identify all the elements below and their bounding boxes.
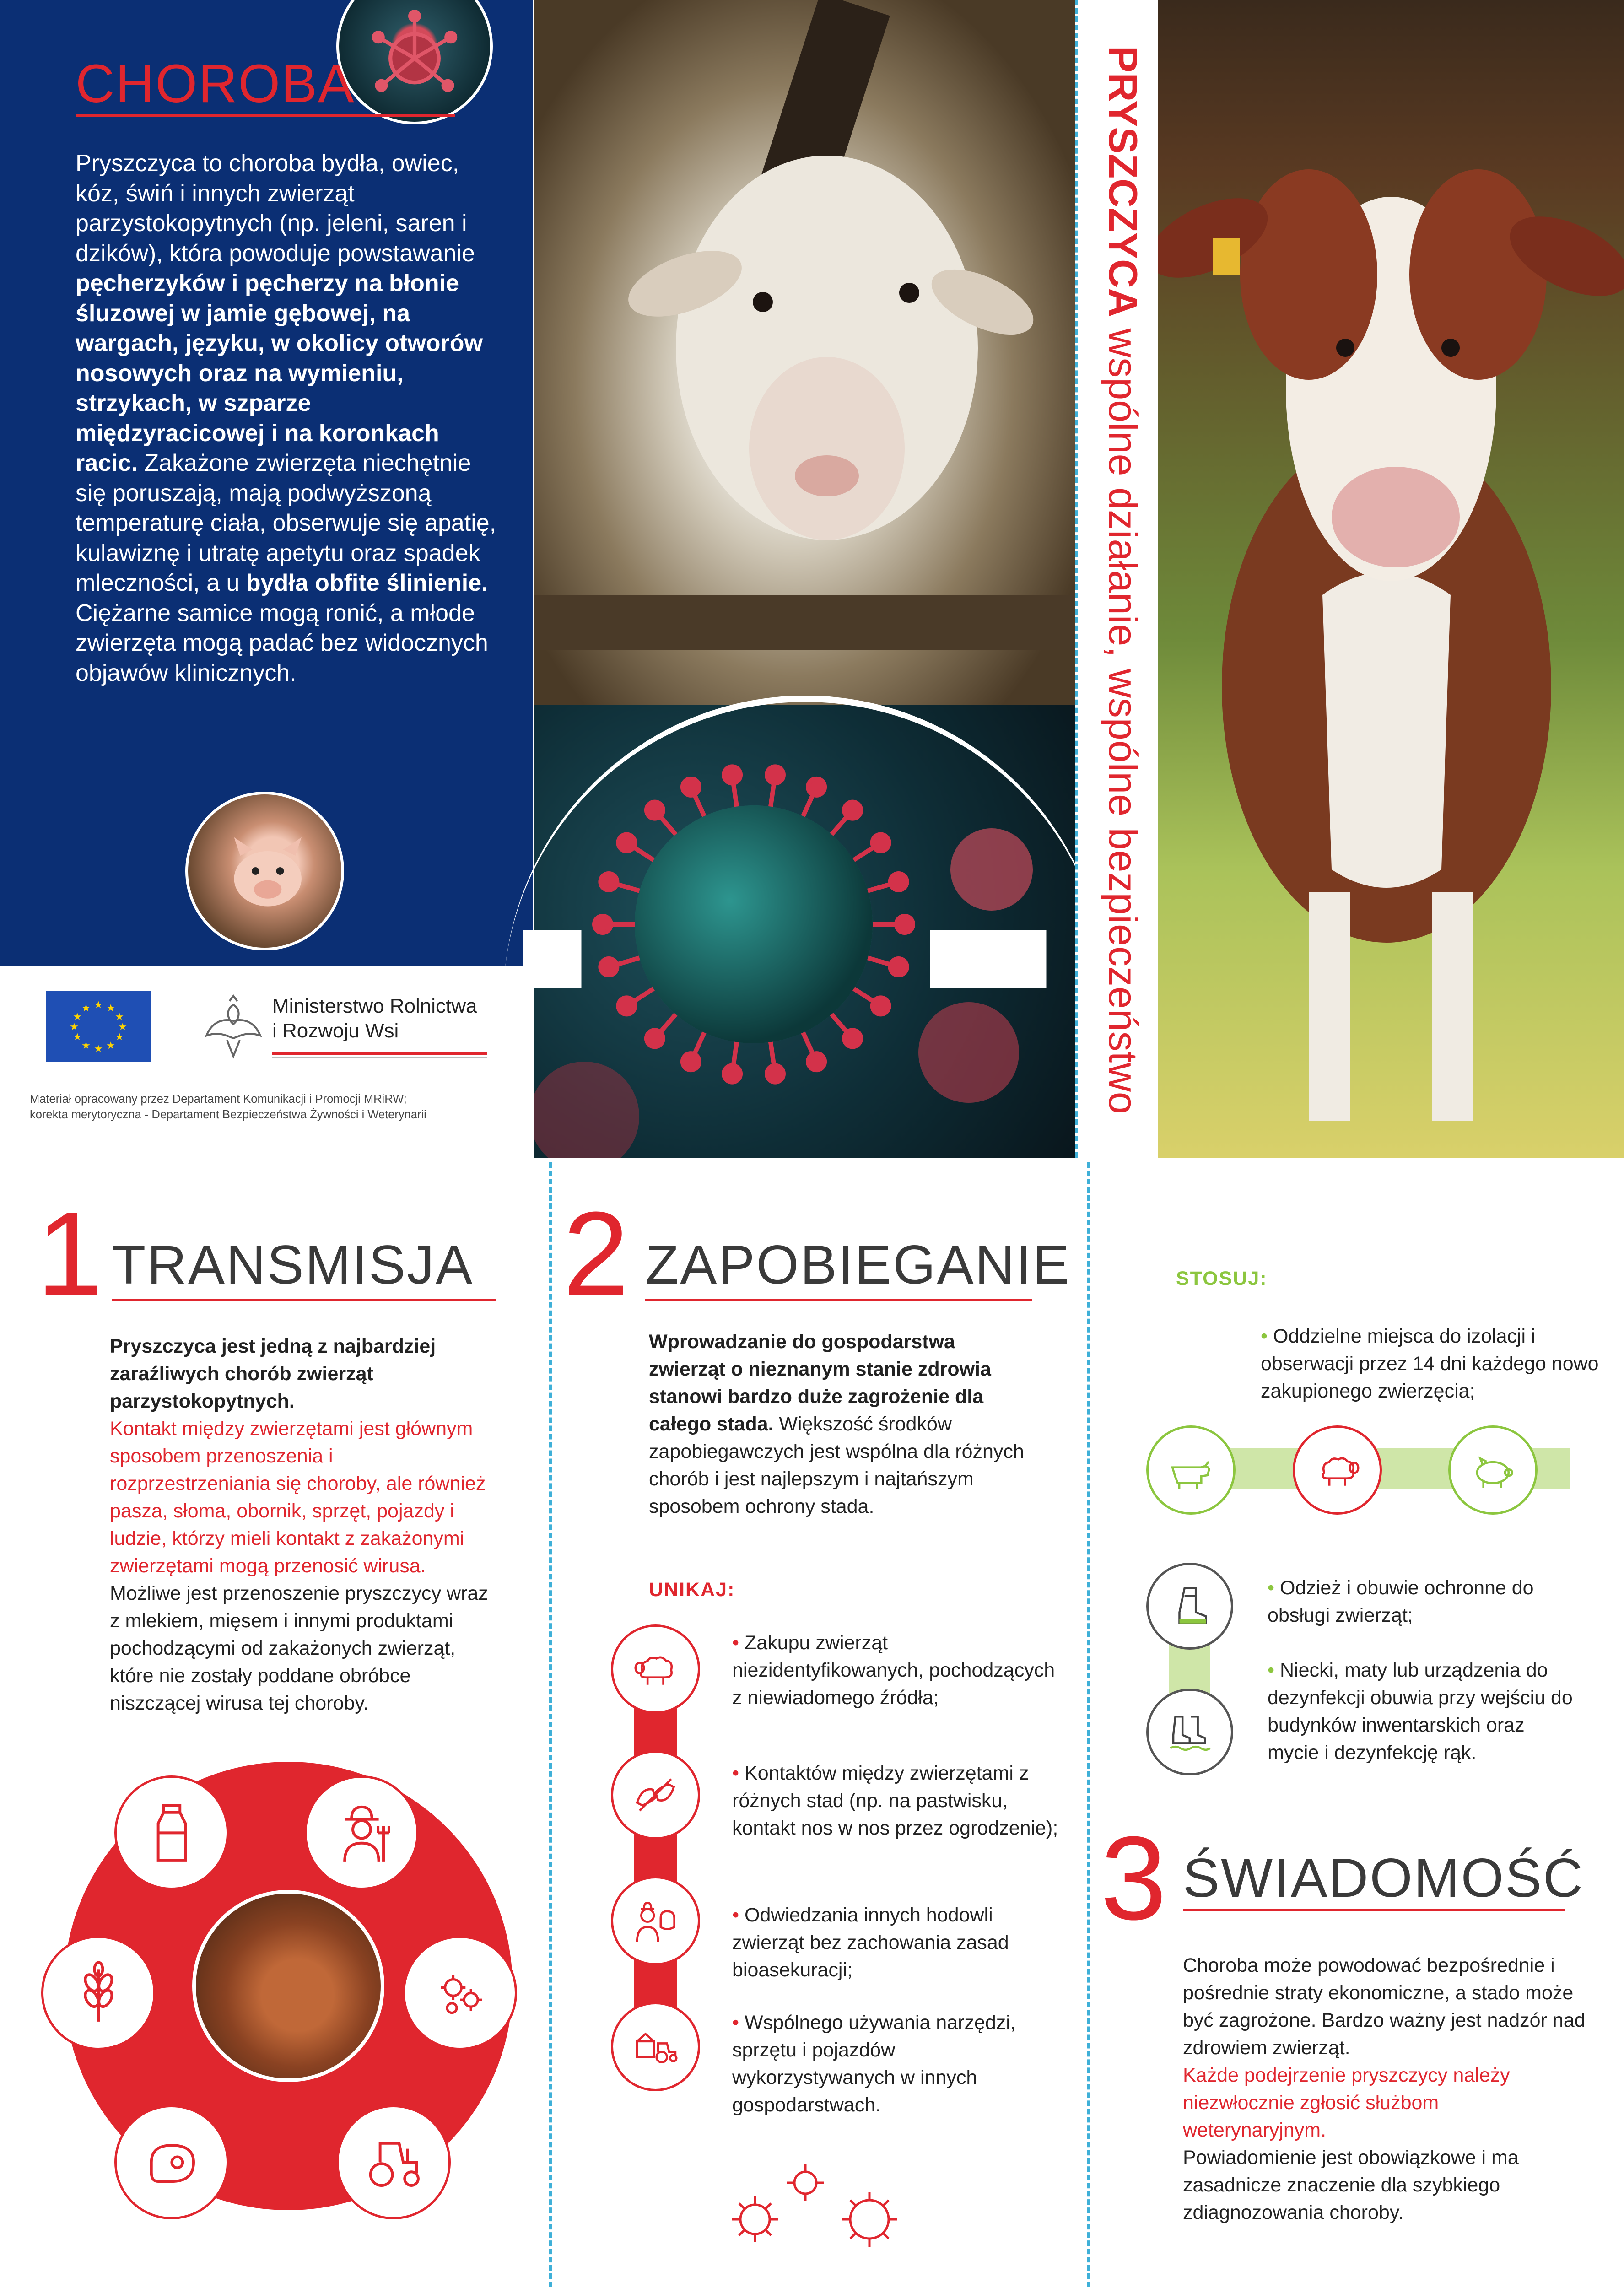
svg-text:★: ★ [118,1021,127,1033]
eagle-emblem [201,991,265,1064]
apply-item-text: Odzież i obuwie ochronne do obsługi zwierząt; [1268,1577,1534,1626]
vertical-slogan [1075,0,1158,1158]
fold-line-1 [549,1162,552,2288]
sheep-outline-icon [629,1643,682,1695]
apply-item-text: Niecki, maty lub urządzenia do dezynfekcji obuwia przy wejściu do budynków inwentarskich oraz mycie i dezynfekcję rąk. [1268,1659,1573,1764]
avoid-list [732,1629,1062,2119]
disease-title: CHOROBA [76,54,355,114]
svg-text:★: ★ [81,1003,91,1014]
milk-icon-ring [114,1775,229,1890]
ministry-gray-rule [272,1057,487,1058]
meat-icon [138,2128,206,2196]
apply-item-isolation: • Oddzielne miejsca do izolacji i obserwacji przez 14 dni każdego nowo zakupionego zwierzęcia; [1261,1325,1599,1402]
section-1-number: 1 [37,1187,103,1320]
cow-icon-ring [1146,1425,1236,1515]
avoid-sheep-icon-ring [611,1624,700,1714]
credits-line2: korekta merytoryczna - Departament Bezpieczeństwa Żywności i Weterynarii [30,1108,426,1121]
transmission-red: Kontakt między zwierzętami jest głównym sposobem przenoszenia i rozprzestrzeniania się choroby, ale również pasza, słoma, obornik, sprzęt, pojazdy i ludzie, którzy mieli kontakt z zakażonymi zwierzętami mogą przenosić wirusa. [110,1418,486,1577]
calf-icon [1158,0,1624,1158]
transmission-normal: Możliwe jest przenoszenie pryszczycy wraz z mlekiem, mięsem i innymi produktami pochodzącymi od zakażonych zwierząt, które nie zostały poddane obróbce niszczącej wirusa tej choroby. [110,1582,488,1714]
pig-icon-ring [1448,1425,1538,1515]
virus-photo-icon [534,705,1075,1158]
avoid-tools-icon-ring [611,2002,700,2091]
apply-list-lower [1268,1574,1579,1766]
avoid-item: • Wspólnego używania narzędzi, sprzętu i pojazdów wykorzystywanych w innych gospodarstwach. [732,2012,1016,2116]
sheep-line-icon [1311,1444,1364,1496]
boots-disinfect-icon [1164,1706,1215,1758]
avoid-item-text: Zakupu zwierząt niezidentyfikowanych, pochodzących z niewiadomego źródła; [732,1632,1055,1709]
grain-icon [65,1959,133,2027]
vertical-slogan-rest: wspólne działanie, wspólne bezpieczeństwo [1101,317,1146,1114]
farmer-icon-ring [304,1775,419,1890]
svg-text:★: ★ [94,999,103,1011]
disease-text-3: Ciężarne samice mogą ronić, a młode zwierzęta mogą padać bez widocznych objawów klinicznych. [76,599,488,686]
meat-icon-ring [114,2105,229,2219]
farmer-icon [328,1799,396,1867]
tools-vehicle-icon [629,2020,682,2073]
awareness-normal-2: Powiadomienie jest obowiązkowe i ma zasadnicze znaczenie dla szybkiego zdiagnozowania choroby. [1183,2147,1519,2223]
avoid-visit-icon-ring [611,1876,700,1965]
svg-text:★: ★ [73,1011,82,1023]
eagle-icon [201,991,265,1064]
piglet-photo [185,792,344,950]
svg-text:★: ★ [94,1043,103,1055]
sheep-icon-ring [1293,1425,1382,1515]
grain-icon-ring [41,1936,156,2050]
svg-text:★: ★ [115,1011,124,1023]
boots-disinfect-icon-ring [1146,1689,1233,1775]
avoid-item-text: Wspólnego używania narzędzi, sprzętu i pojazdów wykorzystywanych w innych gospodarstwach. [732,2012,1016,2116]
svg-text:★: ★ [106,1003,115,1014]
apply-item-disinfection: • Niecki, maty lub urządzenia do dezynfekcji obuwia przy wejściu do budynków inwentarskich oraz mycie i dezynfekcję rąk. [1268,1659,1573,1764]
disease-text-1: Pryszczyca to choroba bydła, owiec, kóz, świń i innych zwierząt parzystokopytnych (np. jeleni, saren i dzików), która powoduje powstawanie [76,150,475,267]
avoid-item-text: Odwiedzania innych hodowli zwierząt bez zachowania zasad bioasekuracji; [732,1904,1009,1981]
animals-contact-icon [629,1769,682,1821]
disease-text-2: Zakażone zwierzęta niechętnie się poruszają, mają podwyższoną temperaturę ciała, obserwuje się apatię, kulawiznę i utratę apetytu oraz spadek mleczności, a u [76,450,496,596]
avoid-red-bar [634,1657,677,2050]
svg-text:★: ★ [73,1031,82,1043]
credits-line1: Materiał opracowany przez Departament Komunikacji i Promocji MRiRW; [30,1093,407,1106]
sheep-photo [534,0,1075,732]
svg-text:★: ★ [115,1031,124,1043]
awareness-text [1183,1952,1586,2226]
boot-icon-ring [1146,1563,1233,1650]
cow-icon [1165,1444,1217,1496]
virus-icon [339,0,490,122]
avoid-contact-icon-ring [611,1750,700,1840]
section-3-number: 3 [1101,1812,1167,1945]
pig-icon [188,794,341,948]
virus-icon-ring [403,1936,517,2050]
ministry-name-line1: Ministerstwo Rolnictwa [272,995,477,1017]
transmission-bold: Pryszczyca jest jedną z najbardziej zaraźliwych chorób zwierząt parzystokopytnych. [110,1335,436,1412]
ministry-name [272,994,477,1043]
virus-cluster-icon [426,1959,494,2027]
ministry-red-rule [272,1052,487,1055]
vertical-slogan-bold: PRYSZCZYCA [1101,46,1146,318]
section-2-number: 2 [563,1187,629,1320]
tractor-icon-ring [336,2105,451,2219]
prevention-bold: Wprowadzanie do gospodarstwa zwierząt o nieznanym stanie zdrowia stanowi bardzo duże zagrożenie dla całego stada. [649,1331,991,1435]
prevention-text [649,1328,1029,1520]
section-2-title: ZAPOBIEGANIE [645,1234,1071,1295]
section-1-title: TRANSMISJA [112,1234,474,1295]
virus-small-icon [723,2151,961,2270]
apply-item-clothing: • Odzież i obuwie ochronne do obsługi zwierząt; [1268,1577,1534,1626]
avoid-label: UNIKAJ: [649,1579,735,1601]
fold-line-2 [1087,1162,1090,2288]
eu-flag [46,991,151,1062]
transmission-text [110,1333,494,1717]
calf-photo [1158,0,1624,1158]
svg-text:★: ★ [70,1021,79,1033]
fold-line-top [1075,0,1078,1158]
section-3-title: ŚWIADOMOŚĆ [1183,1847,1584,1909]
farmer-cow-icon [629,1894,682,1947]
virus-photo [534,705,1075,1158]
credits [30,1091,538,1122]
disease-title-rule [76,114,455,117]
virus-decoration [723,2151,961,2270]
avoid-item: • Zakupu zwierząt niezidentyfikowanych, pochodzących z niewiadomego źródła; [732,1632,1055,1709]
disease-description [76,149,501,688]
apply-item-text: Oddzielne miejsca do izolacji i obserwacji przez 14 dni każdego nowo zakupionego zwierzęcia; [1261,1325,1599,1402]
section-1-rule [112,1299,496,1301]
svg-text:★: ★ [106,1040,115,1052]
apply-label: STOSUJ: [1176,1268,1268,1290]
calf-mother-photo [192,1890,384,2082]
boot-icon [1164,1581,1215,1632]
prevention-normal: Większość środków zapobiegawczych jest wspólna dla różnych chorób i jest najlepszym i najtańszym sposobem ochrony stada. [649,1413,1024,1517]
disease-text-bold-1: pęcherzyków i pęcherzy na błonie śluzowej w jamie gębowej, na wargach, języku, w okolicy otworów nosowych oraz na wymieniu, strzykach, w szparze międzyracicowej i na koronkach racic. [76,270,483,476]
avoid-item-text: Kontaktów między zwierzętami z różnych stad (np. na pastwisku, kontakt nos w nos przez ogrodzenie); [732,1762,1058,1839]
tractor-icon [360,2128,428,2196]
section-2-rule [645,1299,1032,1301]
avoid-item: • Kontaktów między zwierzętami z różnych stad (np. na pastwisku, kontakt nos w nos przez ogrodzenie); [732,1762,1058,1839]
awareness-normal-1: Choroba może powodować bezpośrednie i pośrednie straty ekonomiczne, a stado może być zagrożone. Bardzo ważny jest nadzór nad zdrowiem zwierząt. [1183,1954,1586,2059]
avoid-item: • Odwiedzania innych hodowli zwierząt bez zachowania zasad bioasekuracji; [732,1904,1009,1981]
eu-stars-icon [46,991,151,1062]
svg-text:★: ★ [81,1040,91,1052]
section-3-rule [1183,1909,1565,1911]
sheep-icon [534,0,1075,732]
awareness-red: Każde podejrzenie pryszczycy należy niezwłocznie zgłosić służbom weterynaryjnym. [1183,2064,1510,2141]
pig-line-icon [1467,1444,1519,1496]
milk-icon [138,1799,206,1867]
ministry-name-line2: i Rozwoju Wsi [272,1020,399,1042]
disease-text-bold-2: bydła obfite ślinienie. [246,570,488,596]
